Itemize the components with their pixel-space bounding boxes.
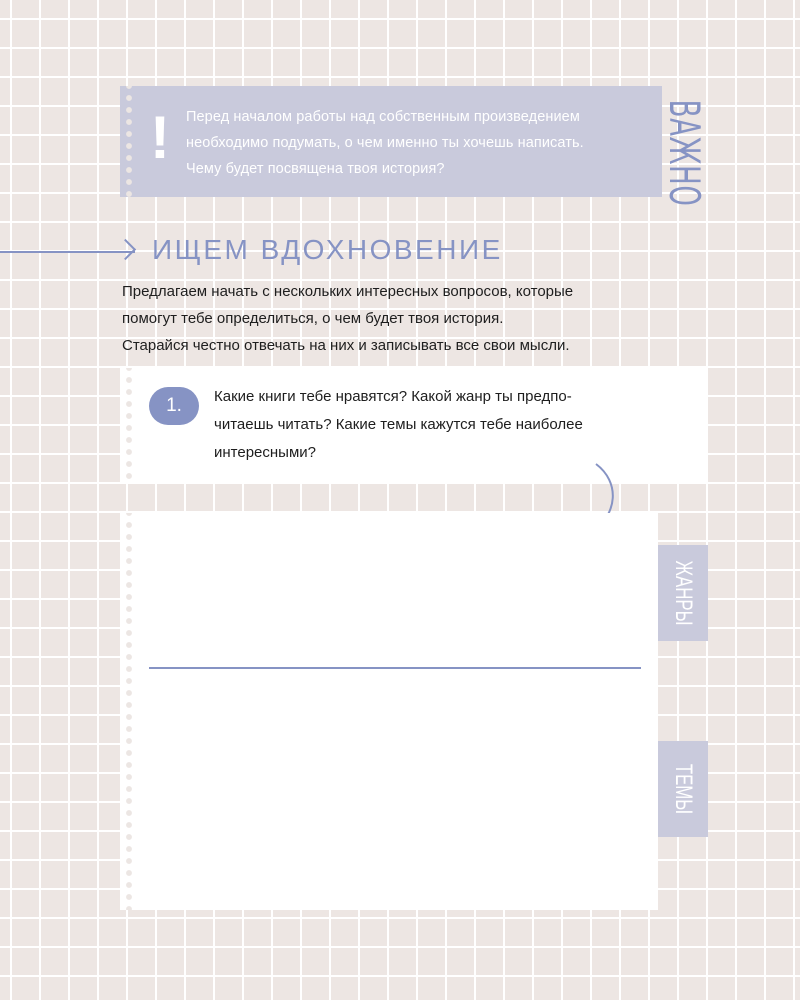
intro-paragraph xyxy=(122,278,702,359)
exclamation-icon: ! xyxy=(150,104,170,171)
binding-holes xyxy=(125,513,133,910)
answer-divider xyxy=(149,667,641,669)
binding-holes xyxy=(125,86,133,197)
binding-holes xyxy=(125,368,133,482)
important-line: Чему будет посвящена твоя история? xyxy=(186,161,445,177)
tab-themes-label: ТЕМЫ xyxy=(670,763,697,815)
question-line: интересными? xyxy=(214,444,316,461)
intro-line: Предлагаем начать с нескольких интересных вопросов, которые xyxy=(122,283,574,300)
tab-themes xyxy=(658,741,708,837)
section-title: ИЩЕМ ВДОХНОВЕНИЕ xyxy=(152,234,503,265)
important-line: Перед началом работы над собственным произведением xyxy=(186,109,580,125)
question-number-badge: 1. xyxy=(149,387,199,425)
tab-genres-label: ЖАНРЫ xyxy=(670,560,697,626)
tab-genres xyxy=(658,545,708,641)
important-side-label: ВАЖНО xyxy=(660,99,709,207)
intro-line: Старайся честно отвечать на них и записывать все свои мысли. xyxy=(122,337,570,354)
important-line: необходимо подумать, о чем именно ты хочешь написать. xyxy=(186,135,584,151)
question-line: Какие книги тебе нравятся? Какой жанр ты предпо- xyxy=(214,388,572,405)
arrow-head xyxy=(115,239,136,260)
answer-card[interactable] xyxy=(120,513,658,910)
question-text xyxy=(214,383,674,467)
intro-line: помогут тебе определиться, о чем будет твоя история. xyxy=(122,310,504,327)
question-line: читаешь читать? Какие темы кажутся тебе наиболее xyxy=(214,416,583,433)
important-note-text xyxy=(186,104,656,182)
right-arrow-icon xyxy=(0,251,135,253)
